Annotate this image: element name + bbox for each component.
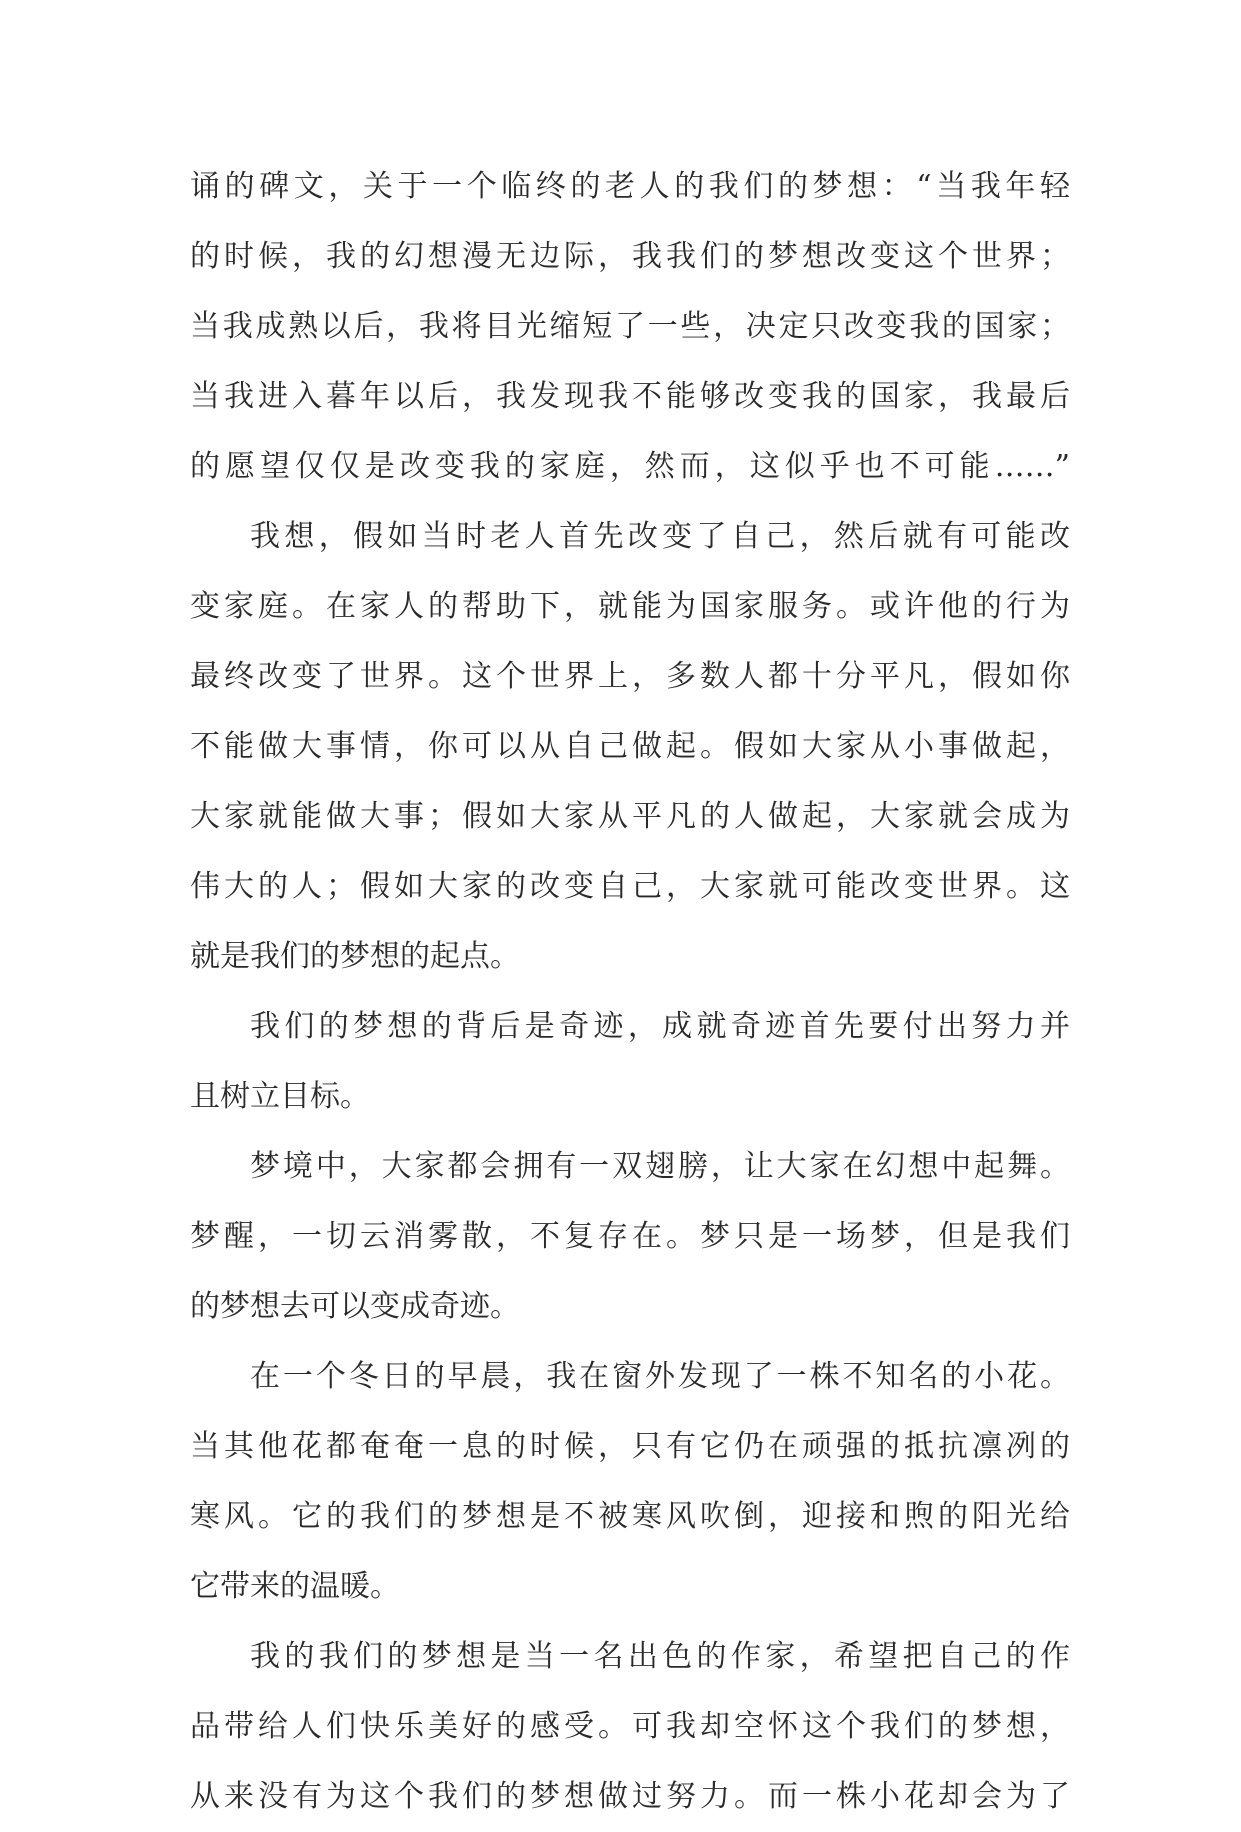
text-line: 变家庭。在家人的帮助下，就能为国家服务。或许他的行为 [190, 589, 1070, 624]
text-line: 它带来的温暖。 [190, 1569, 400, 1604]
text-line: 伟大的人；假如大家的改变自己，大家就可能改变世界。这 [190, 869, 1070, 904]
text-line: 不能做大事情，你可以从自己做起。假如大家从小事做起， [190, 729, 1070, 764]
text-line: 我们的梦想的背后是奇迹，成就奇迹首先要付出努力并 [250, 1009, 1070, 1044]
text-line: 当其他花都奄奄一息的时候，只有它仍在顽强的抵抗凛冽的 [190, 1429, 1070, 1464]
text-line: 从来没有为这个我们的梦想做过努力。而一株小花却会为了 [190, 1779, 1070, 1814]
text-line: 当我成熟以后，我将目光缩短了一些，决定只改变我的国家； [190, 309, 1070, 344]
body-text [190, 152, 1070, 1832]
text-line: 我想，假如当时老人首先改变了自己，然后就有可能改 [250, 519, 1070, 554]
text-line: 当我进入暮年以后，我发现我不能够改变我的国家，我最后 [190, 379, 1070, 414]
text-line: 且树立目标。 [190, 1079, 370, 1114]
text-line: 品带给人们快乐美好的感受。可我却空怀这个我们的梦想， [190, 1709, 1070, 1744]
text-line: 我的我们的梦想是当一名出色的作家，希望把自己的作 [250, 1639, 1070, 1674]
text-line: 梦境中，大家都会拥有一双翅膀，让大家在幻想中起舞。 [250, 1149, 1070, 1184]
text-line: 大家就能做大事；假如大家从平凡的人做起，大家就会成为 [190, 799, 1070, 834]
text-line: 梦醒，一切云消雾散，不复存在。梦只是一场梦，但是我们 [190, 1219, 1070, 1254]
text-line: 最终改变了世界。这个世界上，多数人都十分平凡，假如你 [190, 659, 1070, 694]
text-line: 寒风。它的我们的梦想是不被寒风吹倒，迎接和煦的阳光给 [190, 1499, 1070, 1534]
text-line: 的时候，我的幻想漫无边际，我我们的梦想改变这个世界； [190, 239, 1070, 274]
text-line: 诵的碑文，关于一个临终的老人的我们的梦想：“当我年轻 [190, 169, 1070, 204]
text-line: 的梦想去可以变成奇迹。 [190, 1289, 520, 1324]
text-line: 在一个冬日的早晨，我在窗外发现了一株不知名的小花。 [250, 1359, 1070, 1394]
text-line: 的愿望仅仅是改变我的家庭，然而，这似乎也不可能……” [190, 449, 1070, 484]
text-line: 就是我们的梦想的起点。 [190, 939, 520, 974]
